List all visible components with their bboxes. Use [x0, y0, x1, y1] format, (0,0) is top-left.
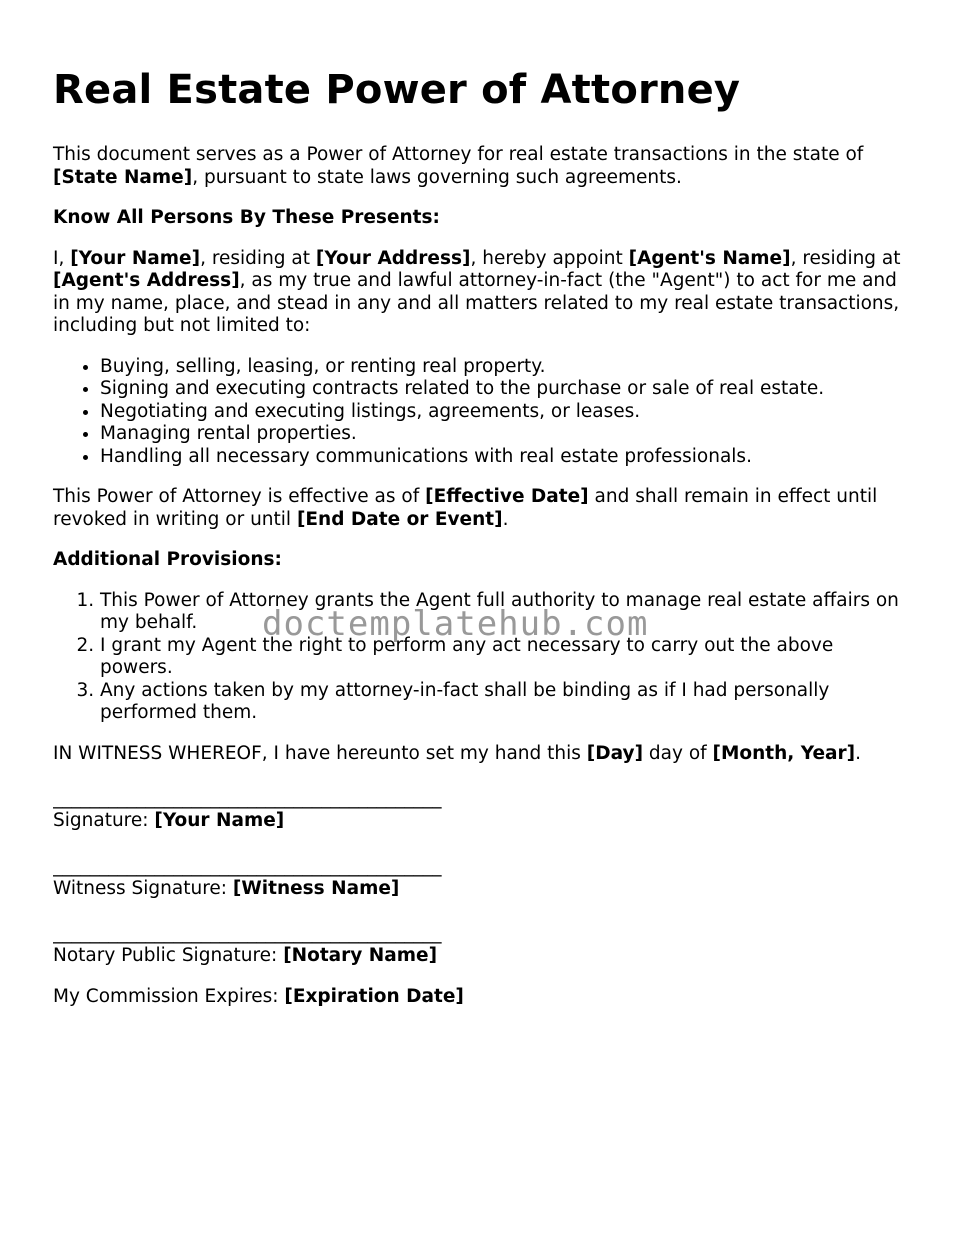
list-item: • Negotiating and executing listings, agreements, or leases.: [100, 401, 903, 424]
signature-line: __________________________________________: [53, 923, 442, 944]
provisions-list: [53, 590, 903, 725]
list-item: • Handling all necessary communications with real estate professionals.: [100, 446, 903, 469]
list-item: 2. I grant my Agent the right to perform any act necessary to carry out the above powers.: [100, 635, 903, 680]
effective-paragraph: This Power of Attorney is effective as of [Effective Date] and shall remain in effect until revoked in writing or until [End Date or Event].: [53, 486, 878, 530]
notary-signature-block: [53, 923, 903, 968]
list-item: • Managing rental properties.: [100, 423, 903, 446]
witness-signature-block: [53, 856, 903, 901]
day-placeholder: [Day]: [586, 742, 644, 764]
list-item: 3. Any actions taken by my attorney-in-fact shall be binding as if I had personally performed them.: [100, 680, 903, 725]
end-date-placeholder: [End Date or Event]: [296, 508, 503, 530]
witness-paragraph: IN WITNESS WHEREOF, I have hereunto set my hand this [Day] day of [Month, Year].: [53, 742, 861, 764]
principal-signature-label: Signature: [Your Name]: [53, 810, 285, 831]
appointment-paragraph: I, [Your Name], residing at [Your Address], hereby appoint [Agent's Name], residing at [Agent's Address], as my true and lawful attorney-in-fact (the "Agent") to act for me and in my name, place, and stead in any and all matters related to my real estate transactions, including but not limited to:: [53, 247, 901, 336]
know-all-persons-heading: Know All Persons By These Presents:: [53, 207, 440, 228]
agent-name-placeholder: [Agent's Name]: [628, 247, 791, 269]
document-title: Real Estate Power of Attorney: [53, 67, 741, 113]
watermark: doctemplatehub.com: [262, 604, 649, 644]
your-address-placeholder: [Your Address]: [315, 247, 471, 269]
signature-line: __________________________________________: [53, 788, 442, 809]
principal-signature-block: [53, 788, 903, 833]
intro-paragraph: [53, 144, 903, 189]
signature-line: __________________________________________: [53, 855, 442, 877]
your-name-placeholder: [Your Name]: [70, 247, 201, 269]
effective-date-placeholder: [Effective Date]: [425, 486, 589, 507]
list-item: • Buying, selling, leasing, or renting real property.: [100, 356, 903, 379]
powers-list: [53, 356, 903, 469]
expiration-date-placeholder: [Expiration Date]: [284, 985, 464, 1007]
month-year-placeholder: [Month, Year]: [712, 742, 856, 764]
state-name-placeholder: [State Name]: [53, 166, 193, 188]
intro-text-1: This document serves as a Power of Attorney for real estate transactions in the state of: [53, 144, 864, 165]
list-item: 1. This Power of Attorney grants the Agent full authority to manage real estate affairs on my behalf.: [100, 590, 903, 635]
intro-text-2: , pursuant to state laws governing such agreements.: [192, 166, 682, 188]
agent-address-placeholder: [Agent's Address]: [53, 270, 240, 291]
witness-signature-label: Witness Signature: [Witness Name]: [53, 877, 400, 899]
commission-expiry: My Commission Expires: [Expiration Date]: [53, 985, 464, 1007]
additional-provisions-heading: Additional Provisions:: [53, 549, 282, 570]
list-item: • Signing and executing contracts related to the purchase or sale of real estate.: [100, 378, 903, 401]
document-page: [53, 60, 903, 1026]
notary-signature-label: Notary Public Signature: [Notary Name]: [53, 945, 438, 966]
